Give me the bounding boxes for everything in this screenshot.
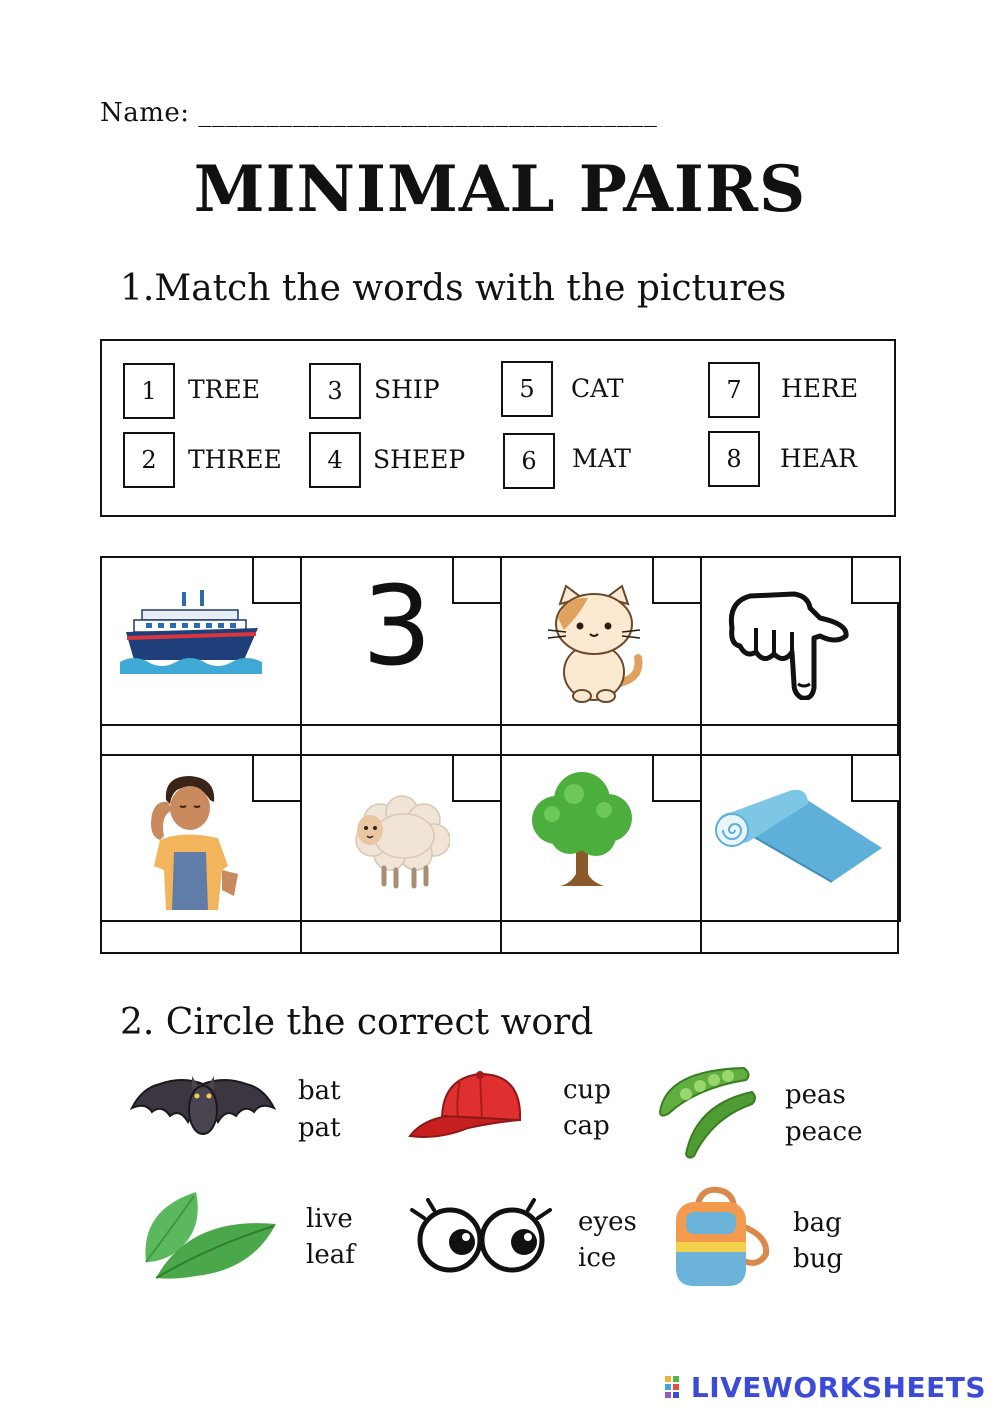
option-peace[interactable]: peace xyxy=(785,1117,863,1147)
answer-field[interactable] xyxy=(302,726,502,756)
answer-field[interactable] xyxy=(702,726,901,756)
picture-grid xyxy=(100,556,899,954)
liveworksheets-logo xyxy=(665,1371,986,1404)
eyes-icon xyxy=(406,1198,556,1274)
sheep-icon xyxy=(350,790,450,890)
bat-icon xyxy=(130,1070,276,1146)
option-bag[interactable]: bag xyxy=(793,1208,842,1238)
picture-cell xyxy=(502,558,702,726)
number-three-icon: 3 xyxy=(362,562,432,690)
boy-listening-icon xyxy=(142,770,242,910)
tree-icon xyxy=(526,770,638,890)
answer-box[interactable] xyxy=(452,754,502,802)
bag-icon xyxy=(668,1186,774,1288)
picture-cell xyxy=(302,558,502,726)
answer-field[interactable] xyxy=(102,726,302,756)
word-hear: HEAR xyxy=(780,444,857,473)
liveworksheets-brand: LIVEWORKSHEETS xyxy=(690,1371,986,1404)
cap-icon xyxy=(408,1066,530,1146)
word-number-box: 7 xyxy=(708,362,760,418)
section1-heading: 1.Match the words with the pictures xyxy=(120,268,787,309)
answer-box[interactable] xyxy=(652,754,702,802)
option-cap[interactable]: cap xyxy=(563,1111,610,1141)
liveworksheets-logo-icon xyxy=(665,1376,687,1400)
word-mat: MAT xyxy=(572,444,631,473)
option-cup[interactable]: cup xyxy=(563,1075,611,1105)
option-bug[interactable]: bug xyxy=(793,1244,844,1274)
picture-cell xyxy=(102,558,302,726)
answer-field[interactable] xyxy=(502,922,702,952)
word-number-box: 8 xyxy=(708,431,760,487)
picture-cell xyxy=(502,756,702,922)
option-leaf[interactable]: leaf xyxy=(306,1240,355,1270)
answer-box[interactable] xyxy=(252,754,302,802)
answer-field[interactable] xyxy=(502,726,702,756)
page-title: MINIMAL PAIRS xyxy=(193,152,807,227)
word-number-box: 3 xyxy=(309,363,361,419)
word-number-box: 6 xyxy=(503,433,555,489)
ship-icon xyxy=(120,586,262,676)
word-here: HERE xyxy=(781,374,859,403)
cat-icon xyxy=(542,584,652,704)
name-field-label: Name: __________________________________ xyxy=(100,98,658,128)
option-eyes[interactable]: eyes xyxy=(578,1207,637,1237)
word-three: THREE xyxy=(188,445,282,474)
answer-field[interactable] xyxy=(102,922,302,952)
answer-box[interactable] xyxy=(452,556,502,604)
option-bat[interactable]: bat xyxy=(298,1076,341,1106)
answer-field[interactable] xyxy=(702,922,901,952)
picture-cell xyxy=(702,756,901,922)
peas-icon xyxy=(656,1064,760,1160)
word-number-box: 5 xyxy=(501,361,553,417)
word-number-box: 2 xyxy=(123,432,175,488)
word-tree: TREE xyxy=(188,375,260,404)
answer-box[interactable] xyxy=(652,556,702,604)
option-live[interactable]: live xyxy=(306,1204,353,1234)
word-number-box: 4 xyxy=(309,432,361,488)
word-sheep: SHEEP xyxy=(373,445,466,474)
section2-heading: 2. Circle the correct word xyxy=(120,1002,594,1043)
option-peas[interactable]: peas xyxy=(785,1080,846,1110)
picture-cell xyxy=(302,756,502,922)
picture-cell xyxy=(102,756,302,922)
option-pat[interactable]: pat xyxy=(298,1113,341,1143)
answer-box[interactable] xyxy=(851,556,901,604)
word-number-box: 1 xyxy=(123,363,175,419)
word-bank xyxy=(100,339,896,517)
mat-icon xyxy=(712,786,884,886)
answer-field[interactable] xyxy=(302,922,502,952)
pointing-hand-icon xyxy=(724,588,852,700)
picture-cell xyxy=(702,558,901,726)
word-cat: CAT xyxy=(571,374,624,403)
leaf-icon xyxy=(140,1190,278,1282)
word-ship: SHIP xyxy=(374,375,440,404)
option-ice[interactable]: ice xyxy=(578,1243,617,1273)
